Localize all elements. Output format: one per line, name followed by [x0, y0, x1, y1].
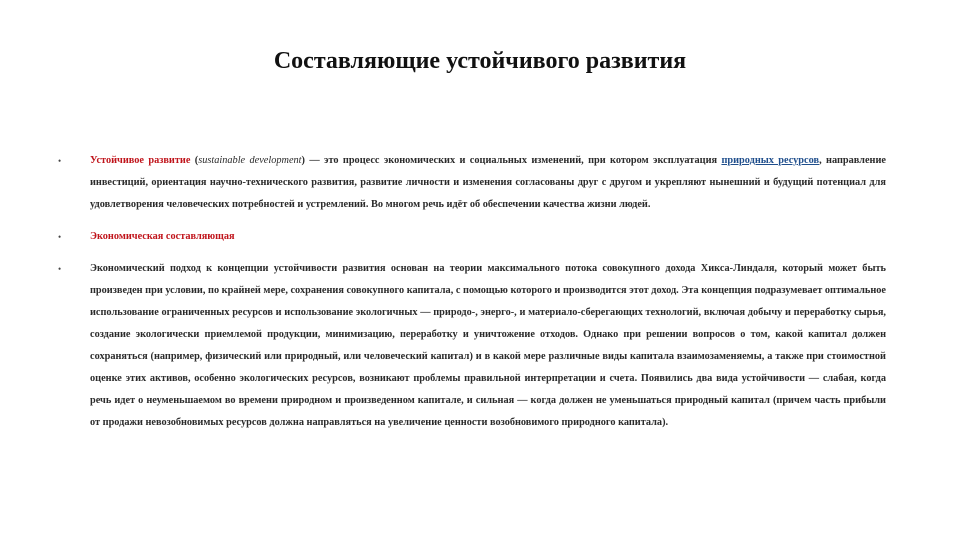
bullet-marker: •: [58, 264, 62, 274]
definition-mid: ) — это процесс экономических и социальных изменений, при котором эксплуатация: [301, 155, 722, 166]
english-term: sustainable development: [198, 155, 302, 166]
bullet-item-economic-approach: [58, 258, 886, 434]
bullet-item-definition: [58, 150, 886, 216]
natural-resources-link[interactable]: природных ресурсов: [721, 155, 820, 166]
bullet-marker: •: [58, 156, 62, 166]
bullet-list: [58, 150, 886, 444]
economic-approach-paragraph: Экономический подход к концепции устойчивости развития основан на теории максимального потока совокупного дохода Хикса-Линдаля, который может быть произведен при условии, по крайней мере, сохранения совокупного капитала, с помощью которого и производится этот доход. Эта концепция подразумевает оптимальное использование ограниченных ресурсов и использование экологичных — природо-, энерго-, и материало-сберегающих технологий, включая добычу и переработку сырья, создание экологически приемлемой продукции, минимизацию, переработку и уничтожение отходов. Однако при решении вопросов о том, какой капитал должен сохраняться (например, физический или природный, или человеческий капитал) и в какой мере различные виды капитала взаимозаменяемы, а также при стоимостной оценке этих активов, особенно экологических ресурсов, возникают проблемы правильной интерпретации и счета. Появились два вида устойчивости — слабая, когда речь идет о неуменьшаемом во времени природном и произведенном капитале, и сильная — когда должен не уменьшаться природный капитал (причем часть прибыли от продажи невозобновимых ресурсов должна направляться на увеличение ценности возобновимого природного капитала).: [90, 263, 886, 428]
bullet-marker: •: [58, 232, 62, 242]
term-sustainable-development: Устойчивое развитие: [90, 155, 191, 166]
economic-component-heading: Экономическая составляющая: [90, 231, 235, 242]
slide-title: Составляющие устойчивого развития: [273, 48, 687, 74]
definition-paragraph: [90, 150, 886, 216]
definition-rest: , направление инвестиций, ориентация научно-технического развития, развитие личности и изменения согласованы друг с другом и укрепляют нынешний и будущий потенциал для удовлетворения человеческих потребностей и устремлений. Во многом речь идёт об обеспечении качества жизни людей.: [90, 155, 886, 210]
bullet-item-economic-heading: [58, 226, 886, 248]
paren-open: (: [190, 155, 199, 166]
